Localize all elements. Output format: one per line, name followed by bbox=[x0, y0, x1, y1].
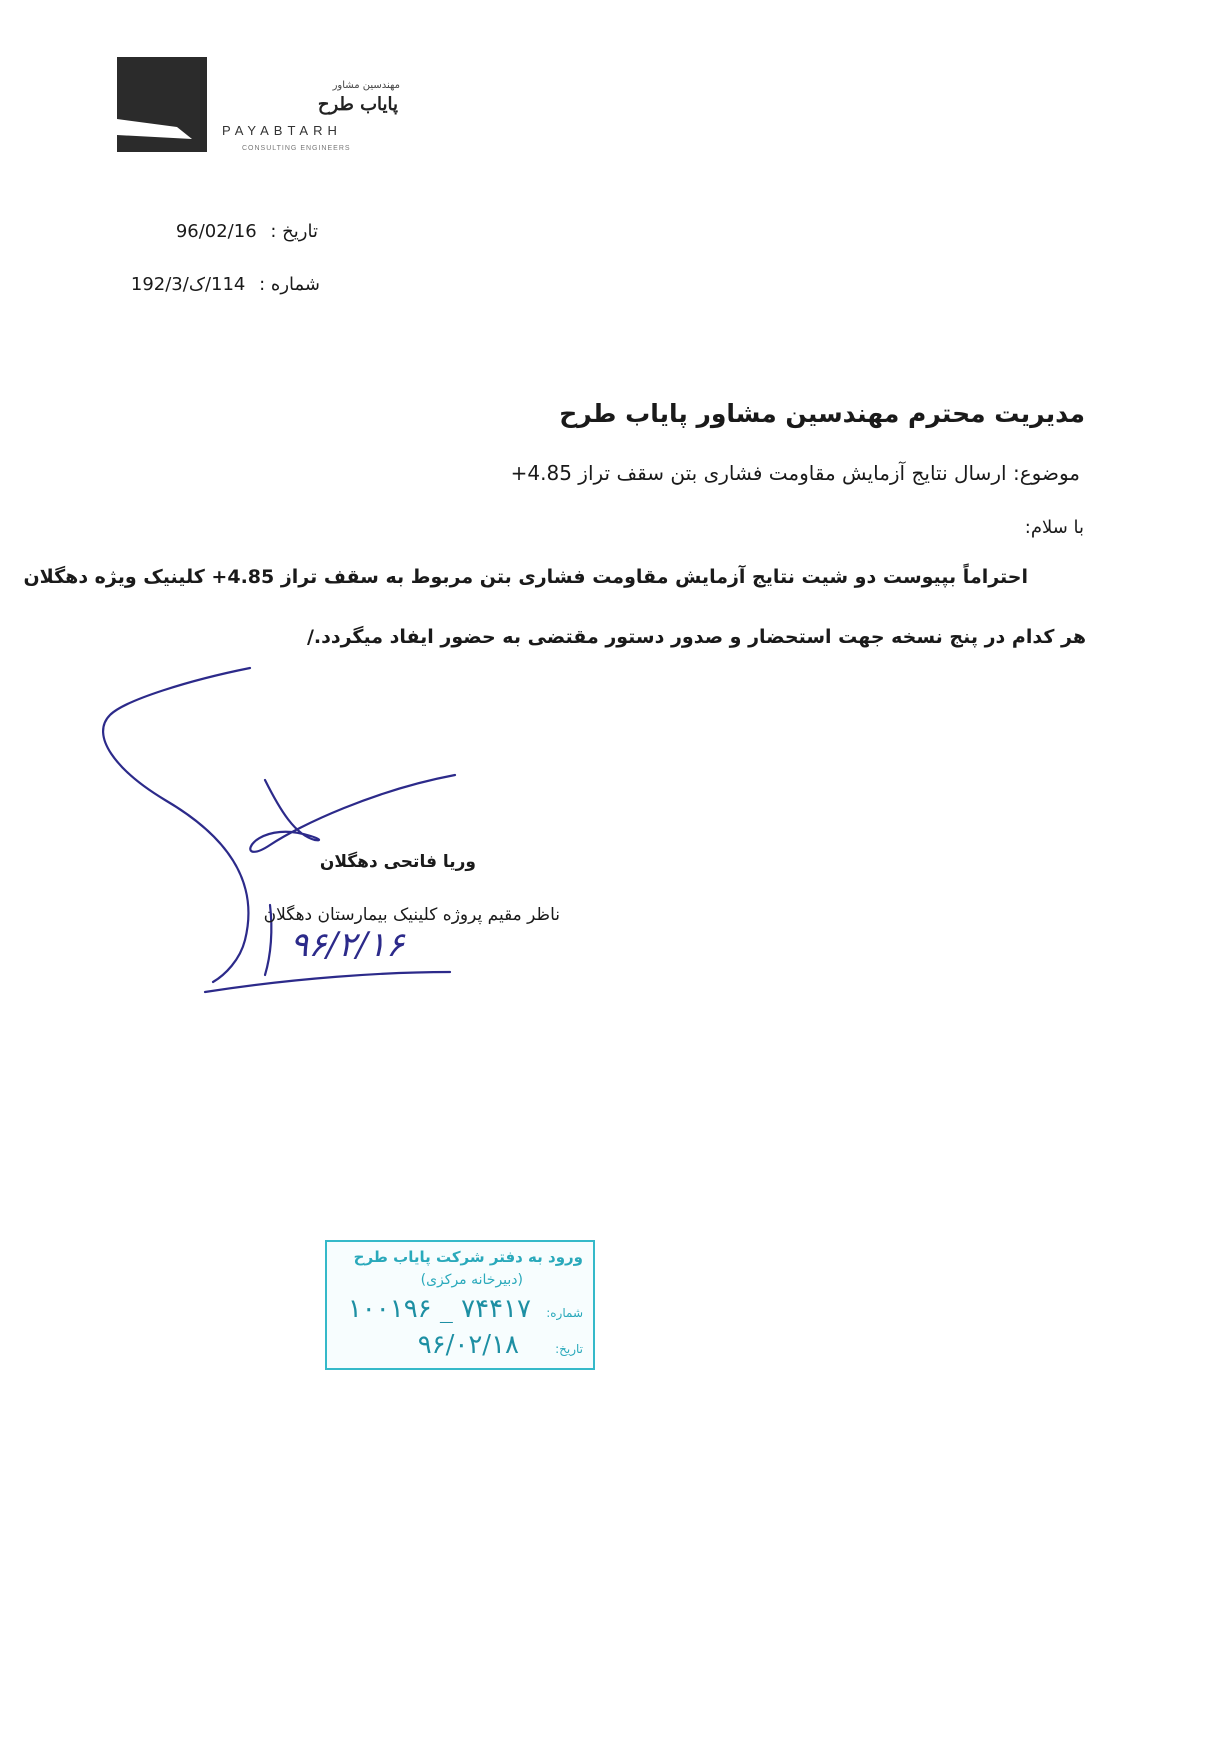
signer-name: وریا فاتحی دهگلان bbox=[319, 852, 476, 872]
body-paragraph-line-1: احتراماً بپیوست دو شیت نتایج آزمایش مقاومت فشاری بتن مربوط به سقف تراز 4.85+ کلینیک ویژه دهگلان bbox=[23, 566, 1028, 588]
date-label: تاریخ : bbox=[270, 221, 318, 242]
letter-number bbox=[131, 274, 320, 295]
stamp-number-label: شماره: bbox=[546, 1306, 583, 1320]
date-value: 96/02/16 bbox=[175, 221, 257, 242]
subject-line: موضوع: ارسال نتایج آزمایش مقاومت فشاری بتن سقف تراز 4.85+ bbox=[510, 461, 1080, 485]
stamp-date-label: تاریخ: bbox=[555, 1342, 583, 1356]
company-logo-text bbox=[220, 78, 410, 158]
logo-company-name-fa: پایاب طرح bbox=[317, 94, 398, 115]
letter-date bbox=[176, 221, 318, 242]
logo-company-name-en: PAYABTARH bbox=[222, 123, 342, 138]
logo-company-type: مهندسین مشاور bbox=[332, 80, 400, 91]
stamp-date-value: ۹۶/۰۲/۱۸ bbox=[417, 1330, 519, 1360]
stamp-number-value: ۱۰۰۱۹۶ _ ۷۴۴۱۷ bbox=[347, 1294, 531, 1324]
number-value: 114/ک/192/3 bbox=[130, 274, 246, 295]
signer-title: ناظر مقیم پروژه کلینیک بیمارستان دهگلان bbox=[263, 905, 560, 925]
greeting-line: با سلام: bbox=[1024, 517, 1084, 538]
stamp-title: ورود به دفتر شرکت پایاب طرح bbox=[353, 1248, 583, 1266]
recipient-line: مدیریت محترم مهندسین مشاور پایاب طرح bbox=[559, 399, 1085, 428]
received-stamp bbox=[325, 1240, 595, 1370]
logo-company-subtitle: CONSULTING ENGINEERS bbox=[242, 145, 351, 152]
company-logo-mark bbox=[117, 57, 207, 152]
handwritten-date: ۹۶/۲/۱۶ bbox=[290, 925, 405, 965]
stamp-subtitle: (دبیرخانه مرکزی) bbox=[420, 1272, 523, 1288]
body-paragraph-line-2: هر کدام در پنج نسخه جهت استحضار و صدور دستور مقتضی به حضور ایفاد میگردد./ bbox=[306, 626, 1086, 648]
number-label: شماره : bbox=[259, 274, 320, 295]
